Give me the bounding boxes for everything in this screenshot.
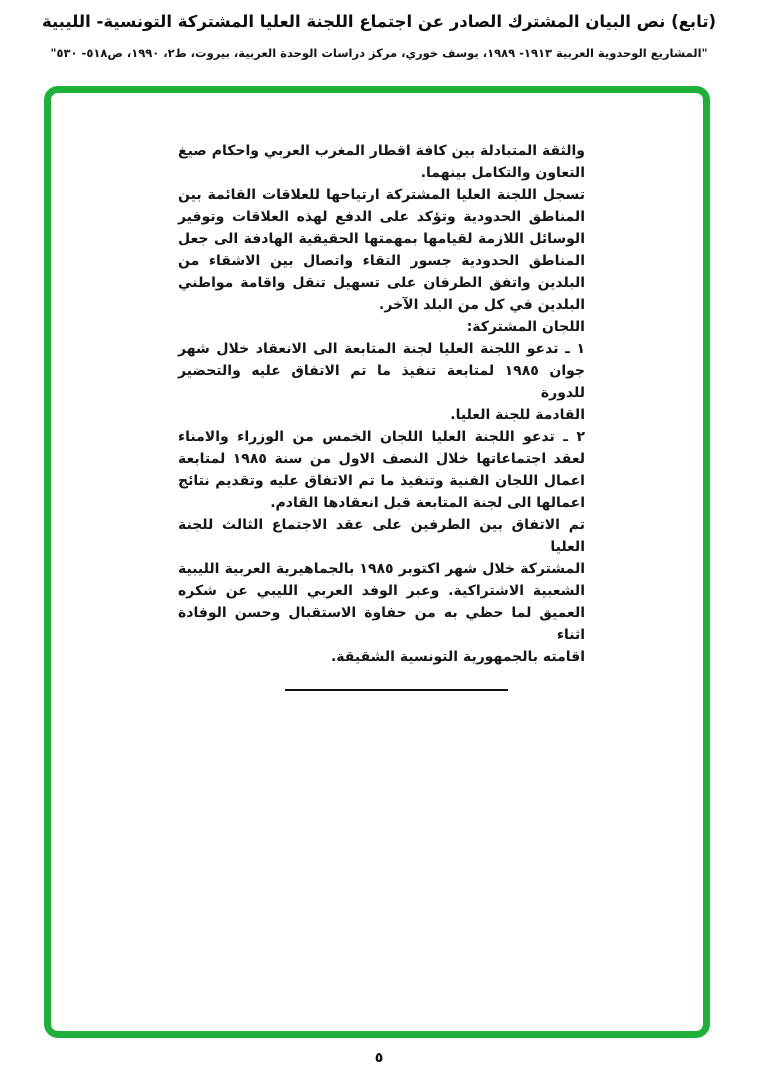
- text-line: تم الاتفاق بين الطرفين على عقد الاجتماع الثالث للجنة العليا: [178, 517, 585, 555]
- source-citation: "المشاريع الوحدوية العربية ١٩١٣- ١٩٨٩، يوسف خوري، مركز دراسات الوحدة العربية، بيروت، ط٢، ١٩٩٠، ص٥١٨- ٥٣٠": [50, 46, 708, 60]
- text-line: اعمالها الى لجنة المتابعة قبل انعقادها القادم.: [270, 495, 585, 511]
- text-line: المناطق الحدودية جسور التقاء واتصال بين الاشقاء من: [178, 253, 585, 269]
- text-line: تسجل اللجنة العليا المشتركة ارتياحها للعلاقات القائمة بين: [178, 187, 585, 203]
- text-line: اقامته بالجمهورية التونسية الشقيقة.: [330, 649, 585, 665]
- text-line: جوان ١٩٨٥ لمتابعة تنفيذ ما تم الاتفاق عليه والتحضير للدورة: [178, 363, 585, 401]
- text-block: [178, 140, 585, 691]
- section-divider-rule: [285, 689, 508, 691]
- text-line: ٢ ـ تدعو اللجنة العليا اللجان الخمس من الوزراء والامناء: [178, 429, 585, 445]
- text-line: البلدين واتفق الطرفان على تسهيل تنقل واقامة مواطني: [178, 275, 585, 291]
- text-line: ١ ـ تدعو اللجنة العليا لجنة المتابعة الى الانعقاد خلال شهر: [178, 341, 585, 357]
- text-line: التعاون والتكامل بينهما.: [420, 165, 585, 181]
- text-line: لعقد اجتماعاتها خلال النصف الاول من سنة ١٩٨٥ لمتابعة: [178, 451, 585, 467]
- text-line: والثقة المتبادلة بين كافة اقطار المغرب العربي واحكام صيغ: [178, 143, 585, 159]
- text-line: القادمة للجنة العليا.: [450, 407, 585, 423]
- text-line: المشتركة خلال شهر اكتوبر ١٩٨٥ بالجماهيرية العربية الليبية: [178, 561, 585, 577]
- page-number: ٥: [374, 1050, 384, 1066]
- text-line: البلدين في كل من البلد الآخر.: [379, 297, 585, 313]
- text-line: الشعبية الاشتراكية. وعبر الوفد العربي الليبي عن شكره: [178, 583, 585, 599]
- text-line: الوسائل اللازمة لقيامها بمهمتها الحقيقية الهادفة الى جعل: [178, 231, 585, 247]
- page-title: (تابع) نص البيان المشترك الصادر عن اجتماع اللجنة العليا المشتركة التونسية- الليبية: [41, 12, 717, 31]
- text-line: المناطق الحدودية وتؤكد على الدفع لهذه العلاقات وتوفير: [178, 209, 585, 225]
- text-line: اعمال اللجان الفنية وتنفيذ ما تم الاتفاق عليه وتقديم نتائج: [178, 473, 585, 489]
- text-line: العميق لما حظي به من حفاوة الاستقبال وحسن الوفادة اثناء: [178, 605, 585, 643]
- text-line: اللجان المشتركة:: [466, 319, 585, 335]
